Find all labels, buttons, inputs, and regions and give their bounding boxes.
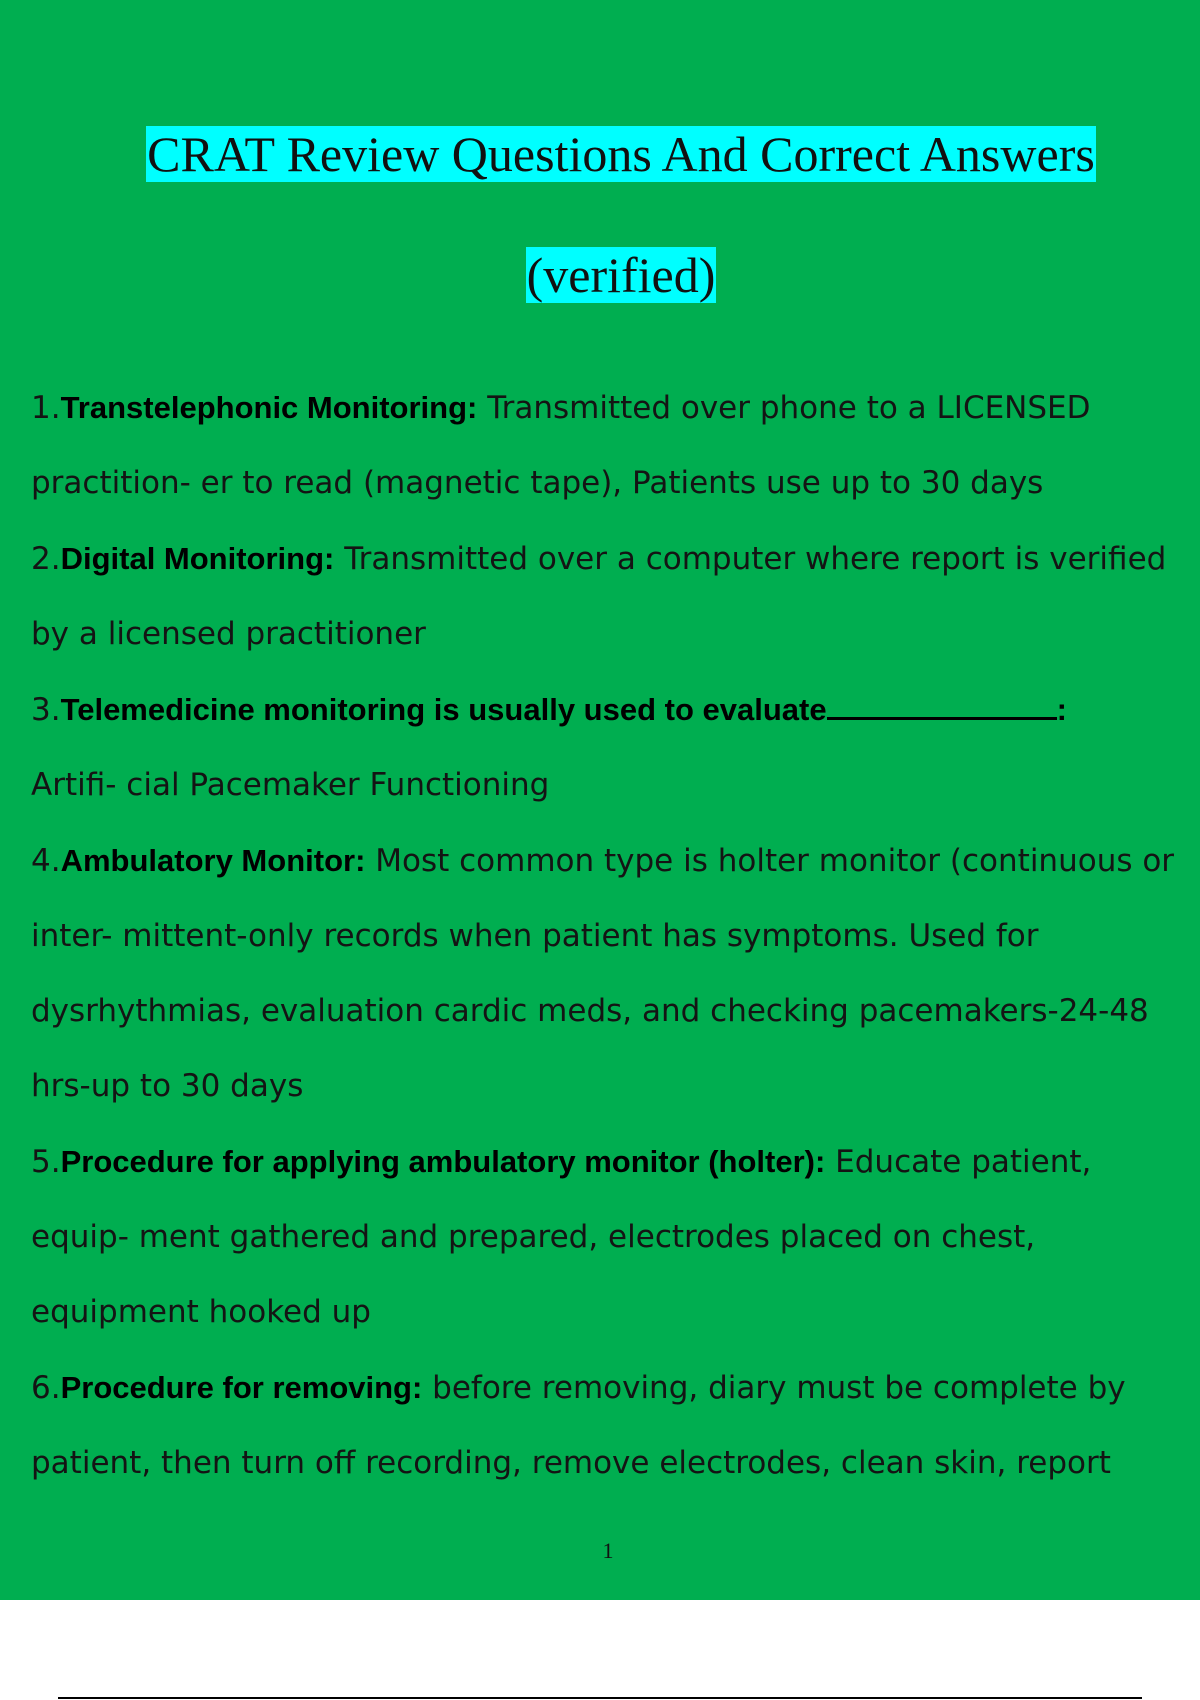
qa-item	[31, 370, 1196, 521]
next-page-rule	[58, 1697, 1142, 1699]
qa-item	[31, 672, 1196, 823]
item-term: Procedure for removing:	[60, 1370, 423, 1405]
item-answer: Transmitted over a computer where report is verified by a licensed practitioner	[31, 541, 1167, 652]
title-line-1	[0, 124, 1200, 184]
qa-item	[31, 1124, 1196, 1350]
item-number: 6.	[31, 1370, 61, 1406]
item-answer: Most common type is holter monitor (continuous or inter- mittent-only records when patient has symptoms. Used for dysrhythmias, evaluation cardic meds, and checking pacemakers-24-48 hrs-up to 30 days	[31, 843, 1175, 1104]
item-answer: Educate patient, equip- ment gathered and prepared, electrodes placed on chest, equipment hooked up	[31, 1144, 1092, 1330]
answer-blank	[827, 693, 1057, 720]
item-term-suffix: :	[1056, 692, 1067, 727]
qa-item	[31, 521, 1196, 672]
item-term: Digital Monitoring:	[60, 541, 335, 576]
title-text-1: CRAT Review Questions And Correct Answers	[147, 126, 1095, 182]
title-text-2: (verified)	[526, 247, 716, 303]
item-term: Ambulatory Monitor:	[60, 843, 366, 878]
item-term: Transtelephonic Monitoring:	[60, 390, 478, 425]
item-number: 1.	[31, 390, 61, 426]
item-number: 3.	[31, 692, 61, 728]
item-answer: Transmitted over phone to a LICENSED practition- er to read (magnetic tape), Patients use up to 30 days	[31, 390, 1091, 501]
item-answer: Artifi- cial Pacemaker Functioning	[31, 767, 550, 803]
item-number: 5.	[31, 1144, 61, 1180]
item-number: 4.	[31, 843, 61, 879]
item-number: 2.	[31, 541, 61, 577]
page-number: 1	[602, 1538, 614, 1563]
title-line-2	[0, 245, 1200, 305]
item-term: Telemedicine monitoring is usually used to evaluate	[60, 692, 827, 727]
qa-item	[31, 1350, 1196, 1501]
item-term: Procedure for applying ambulatory monitor (holter):	[60, 1144, 826, 1179]
document-title	[0, 124, 1200, 366]
item-answer: before removing, diary must be complete by patient, then turn off recording, remove electrodes, clean skin, report	[31, 1370, 1126, 1481]
qa-item	[31, 823, 1196, 1124]
qa-list	[31, 370, 1196, 1501]
